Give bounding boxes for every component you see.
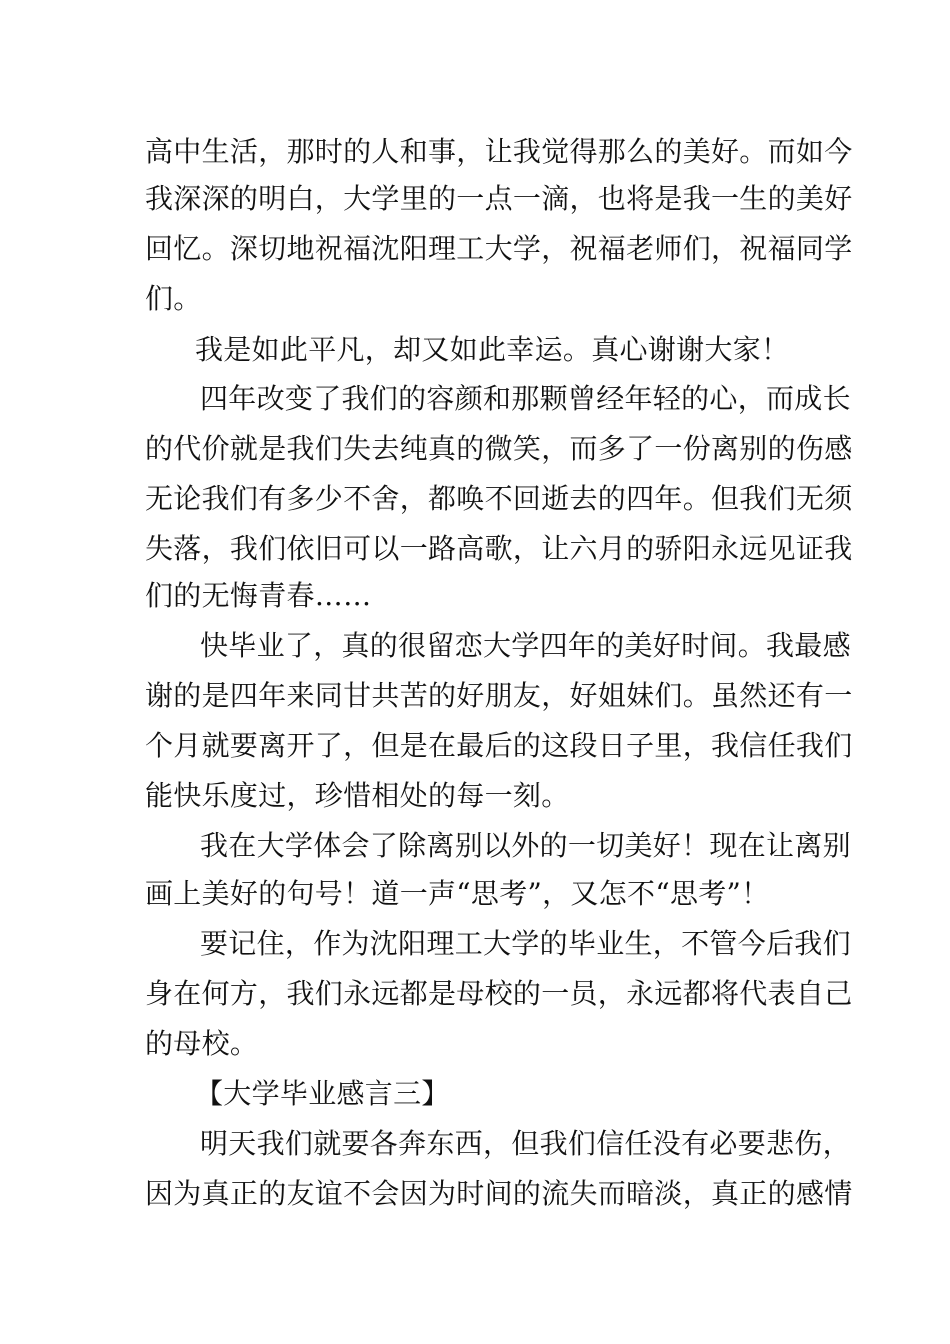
text-line: 失落，我们依旧可以一路高歌，让六月的骄阳永远见证我 (145, 532, 853, 565)
text-line: 们。 (145, 282, 202, 315)
text-line: 谢的是四年来同甘共苦的好朋友，好姐妹们。虽然还有一 (145, 679, 853, 712)
text-line: 的母校。 (145, 1027, 259, 1060)
text-line: 我深深的明白，大学里的一点一滴，也将是我一生的美好 (145, 182, 853, 215)
text-line: 要记住，作为沈阳理工大学的毕业生，不管今后我们 (200, 927, 851, 960)
text-line: 身在何方，我们永远都是母校的一员，永远都将代表自己 (145, 977, 853, 1010)
text-line: 能快乐度过，珍惜相处的每一刻。 (145, 779, 570, 812)
text-line: 高中生活，那时的人和事，让我觉得那么的美好。而如今 (145, 135, 853, 168)
text-line: 回忆。深切地祝福沈阳理工大学，祝福老师们，祝福同学 (145, 232, 853, 265)
text-line: 无论我们有多少不舍，都唤不回逝去的四年。但我们无须 (145, 482, 853, 515)
text-line: 明天我们就要各奔东西，但我们信任没有必要悲伤， (200, 1127, 851, 1160)
text-line: 的代价就是我们失去纯真的微笑，而多了一份离别的伤感 (145, 432, 853, 465)
text-line: 们的无悔青春…… (145, 579, 372, 612)
text-line: 我是如此平凡，却又如此幸运。真心谢谢大家！ (195, 333, 790, 366)
text-line: 我在大学体会了除离别以外的一切美好！现在让离别 (200, 829, 851, 862)
text-line: 画上美好的句号！道一声“思考”，又怎不“思考”！ (145, 877, 770, 910)
section-heading: 【大学毕业感言三】 (195, 1077, 450, 1110)
text-line: 快毕业了，真的很留恋大学四年的美好时间。我最感 (200, 629, 851, 662)
text-line: 四年改变了我们的容颜和那颗曾经年轻的心，而成长 (200, 382, 851, 415)
text-line: 个月就要离开了，但是在最后的这段日子里，我信任我们 (145, 729, 853, 762)
text-line: 因为真正的友谊不会因为时间的流失而暗淡，真正的感情 (145, 1177, 853, 1210)
